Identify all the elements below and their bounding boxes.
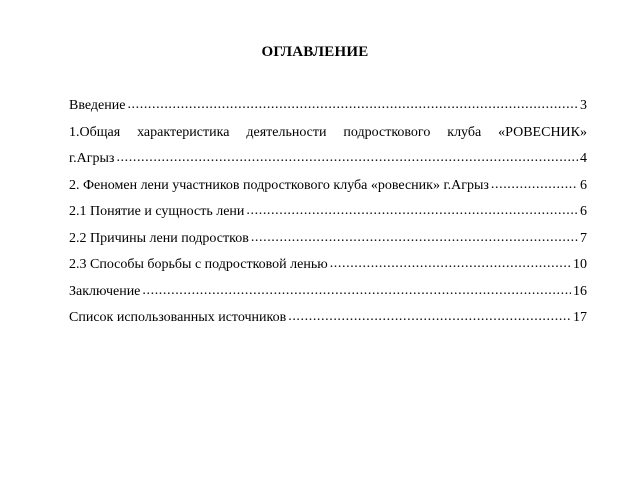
toc-entry-references	[69, 308, 587, 335]
toc-entry-text: 2.3 Способы борьбы с подростковой ленью	[69, 257, 328, 272]
dot-leader	[246, 201, 578, 221]
dot-leader	[491, 175, 578, 195]
toc-entry-page: 7	[580, 230, 587, 246]
toc-entry-text: 2. Феномен лени участников подросткового клуба «ровесник» г.Агрыз	[69, 177, 489, 193]
toc-entry-text: Введение	[69, 98, 126, 113]
dot-leader	[330, 254, 571, 274]
toc-entry-conclusion	[69, 282, 587, 309]
toc-entry-text: Заключение	[69, 283, 141, 299]
toc-entry-section-2-2	[69, 229, 587, 256]
toc-entry-section-2-3	[69, 255, 587, 282]
toc-entry-text: 2.1 Понятие и сущность лени	[69, 204, 245, 219]
toc-entry-chapter-1-line-2	[69, 149, 587, 176]
toc-entry-introduction	[69, 96, 587, 123]
toc-entry-text: 2.2 Причины лени подростков	[69, 230, 249, 246]
toc-entry-text: г.Агрыз	[69, 151, 115, 166]
dot-leader	[142, 281, 571, 301]
toc-entry-section-2-1	[69, 202, 587, 229]
toc-entry-chapter-1-line-1	[69, 123, 587, 150]
toc-entry-text: 1.Общая характеристика деятельности подросткового клуба «РОВЕСНИК»	[69, 124, 587, 140]
toc-title: ОГЛАВЛЕНИЕ	[261, 44, 369, 60]
toc-entry-page: 6	[580, 177, 587, 193]
dot-leader	[251, 228, 578, 248]
toc-entry-page: 6	[580, 204, 587, 219]
toc-entry-page: 10	[573, 257, 587, 272]
dot-leader	[127, 95, 578, 115]
dot-leader	[116, 148, 578, 168]
toc-entry-page: 17	[573, 310, 587, 325]
table-of-contents	[69, 96, 587, 335]
toc-entry-page: 16	[573, 283, 587, 299]
toc-entry-page: 4	[580, 151, 587, 166]
toc-entry-chapter-2	[69, 176, 587, 203]
toc-entry-page: 3	[580, 98, 587, 113]
dot-leader	[288, 307, 571, 327]
toc-entry-text: Список использованных источников	[69, 310, 287, 325]
